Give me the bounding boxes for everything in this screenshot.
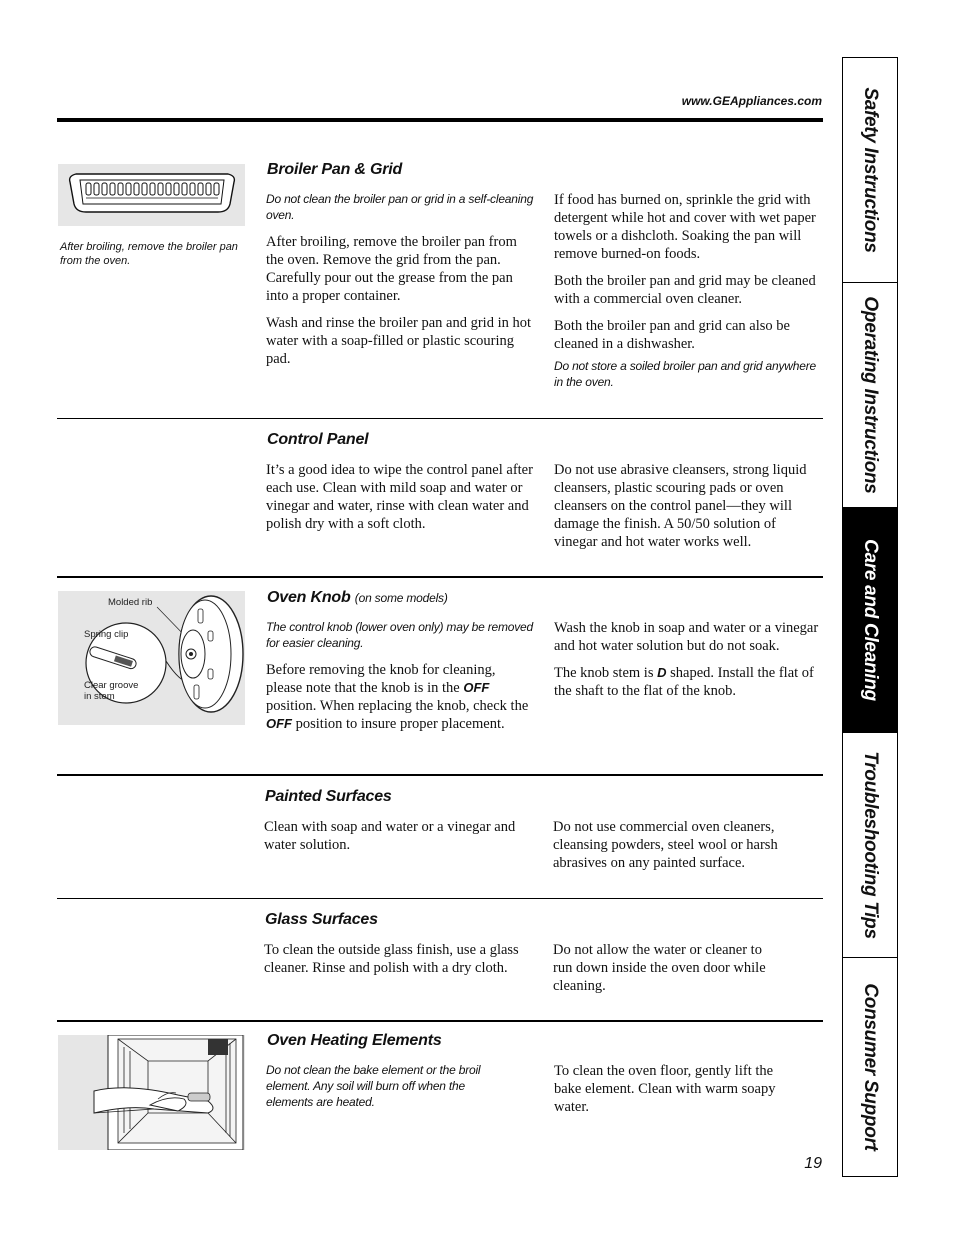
heating-elements-right-column [554,1062,794,1125]
oven-interior-icon [58,1035,245,1150]
tab-label: Troubleshooting Tips [860,751,881,939]
control-panel-left-column [266,461,534,542]
broiler-para-4: Both the broiler pan and grid may be cleaned with a commercial oven cleaner. [554,273,816,307]
d-shape-label: D [657,665,667,680]
oven-knob-subtitle: (on some models) [354,591,448,605]
section-divider [57,1020,823,1022]
broiler-note: Do not clean the broiler pan or grid in a self-cleaning oven. [266,192,534,222]
off-label: OFF [266,716,292,731]
painted-surfaces-para-1: Clean with soap and water or a vinegar and water solution. [264,819,516,853]
section-divider [57,898,823,899]
oven-knob-icon [58,591,245,725]
website-url: www.GEAppliances.com [681,94,822,108]
oven-knob-right-column [554,619,822,709]
tab-troubleshooting-tips[interactable] [843,733,897,958]
painted-surfaces-heading: Painted Surfaces [265,788,392,805]
section-divider [57,774,823,776]
broiler-left-column [266,191,534,377]
page-number: 19 [804,1155,822,1172]
spring-clip-label: Spring clip [84,629,129,640]
painted-surfaces-left-column [264,818,532,863]
tab-care-and-cleaning[interactable] [843,508,897,733]
tab-label: Safety Instructions [860,87,881,253]
glass-surfaces-right-column [553,941,778,1004]
tab-label: Care and Cleaning [860,539,881,701]
tab-operating-instructions[interactable] [843,283,897,508]
tab-label: Operating Instructions [860,296,881,494]
text-run: Before removing the knob for cleaning, please note that the knob is in the [266,662,496,696]
broiler-right-column [554,191,822,400]
section-tabs [842,57,898,1177]
section-divider [57,576,823,578]
glass-surfaces-para-1: To clean the outside glass finish, use a glass cleaner. Rinse and polish with a dry cloth. [264,942,519,976]
painted-surfaces-right-column [553,818,821,881]
molded-rib-label: Molded rib [108,597,153,608]
broiler-para-3: If food has burned on, sprinkle the grid with detergent while hot and cover with wet paper towels or a dishcloth. Soaking the pan will remove burned-on foods. [554,192,816,262]
oven-interior-illustration [58,1035,245,1150]
broiler-para-1: After broiling, remove the broiler pan from the oven. Remove the grid from the pan. Carefully pour out the grease from the pan into a proper container. [266,234,517,304]
control-panel-para-2: Do not use abrasive cleansers, strong liquid cleansers, plastic scouring pads or oven cleansers on the control panel—they will damage the finish. A 50/50 solution of vinegar and hot water works well. [554,462,807,550]
oven-knob-note: The control knob (lower oven only) may be removed for easier cleaning. [266,620,533,650]
tab-label: Consumer Support [860,983,881,1151]
control-panel-para-1: It’s a good idea to wipe the control panel after each use. Clean with mild soap and water or vinegar and water, rinse with clean water and polish dry with a soft cloth. [266,462,533,532]
glass-surfaces-para-2: Do not allow the water or cleaner to run down inside the oven door while cleaning. [553,942,766,994]
glass-surfaces-heading: Glass Surfaces [265,911,378,928]
off-label: OFF [463,680,490,695]
heating-elements-heading: Oven Heating Elements [267,1032,442,1049]
oven-knob-para-3 [554,664,822,700]
oven-knob-title: Oven Knob [267,589,351,606]
control-panel-heading: Control Panel [267,431,369,448]
header-rule [57,118,823,122]
broiler-para-2: Wash and rinse the broiler pan and grid in hot water with a soap-filled or plastic scouring pad. [266,315,532,367]
oven-knob-diagram [58,591,245,725]
text-run: position to insure proper placement. [292,716,505,732]
text-run: position. When replacing the knob, check the [266,698,529,714]
tab-safety-instructions[interactable] [843,58,897,283]
in-stem-label: in stem [84,691,115,702]
broiler-pan-icon [58,164,245,226]
broiler-pan-illustration [58,164,245,226]
oven-knob-heading [267,589,448,607]
heating-elements-left-column [266,1062,511,1120]
painted-surfaces-para-2: Do not use commercial oven cleaners, cleansing powders, steel wool or harsh abrasives on any painted surface. [553,819,778,871]
text-run: The knob stem is [554,665,658,681]
text-run: shaped. Install the flat of the shaft to the flat of the knob. [554,665,814,699]
broiler-storage-note: Do not store a soiled broiler pan and grid anywhere in the oven. [554,359,816,389]
control-panel-right-column [554,461,822,560]
oven-knob-para-2: Wash the knob in soap and water or a vinegar and hot water solution but do not soak. [554,620,819,654]
heating-elements-para-1: To clean the oven floor, gently lift the bake element. Clean with warm soapy water. [554,1063,776,1115]
heating-elements-note: Do not clean the bake element or the broil element. Any soil will burn off when the elements are heated. [266,1063,481,1109]
broiler-heading: Broiler Pan & Grid [267,161,403,178]
section-divider [57,418,823,419]
tab-consumer-support[interactable] [843,958,897,1176]
oven-knob-left-column [266,619,534,742]
broiler-caption: After broiling, remove the broiler pan from the oven. [60,241,238,267]
oven-knob-para-1 [266,661,534,733]
clear-groove-label: Clear groove [84,680,139,691]
broiler-para-5: Both the broiler pan and grid can also be cleaned in a dishwasher. [554,318,790,352]
glass-surfaces-left-column [264,941,519,986]
